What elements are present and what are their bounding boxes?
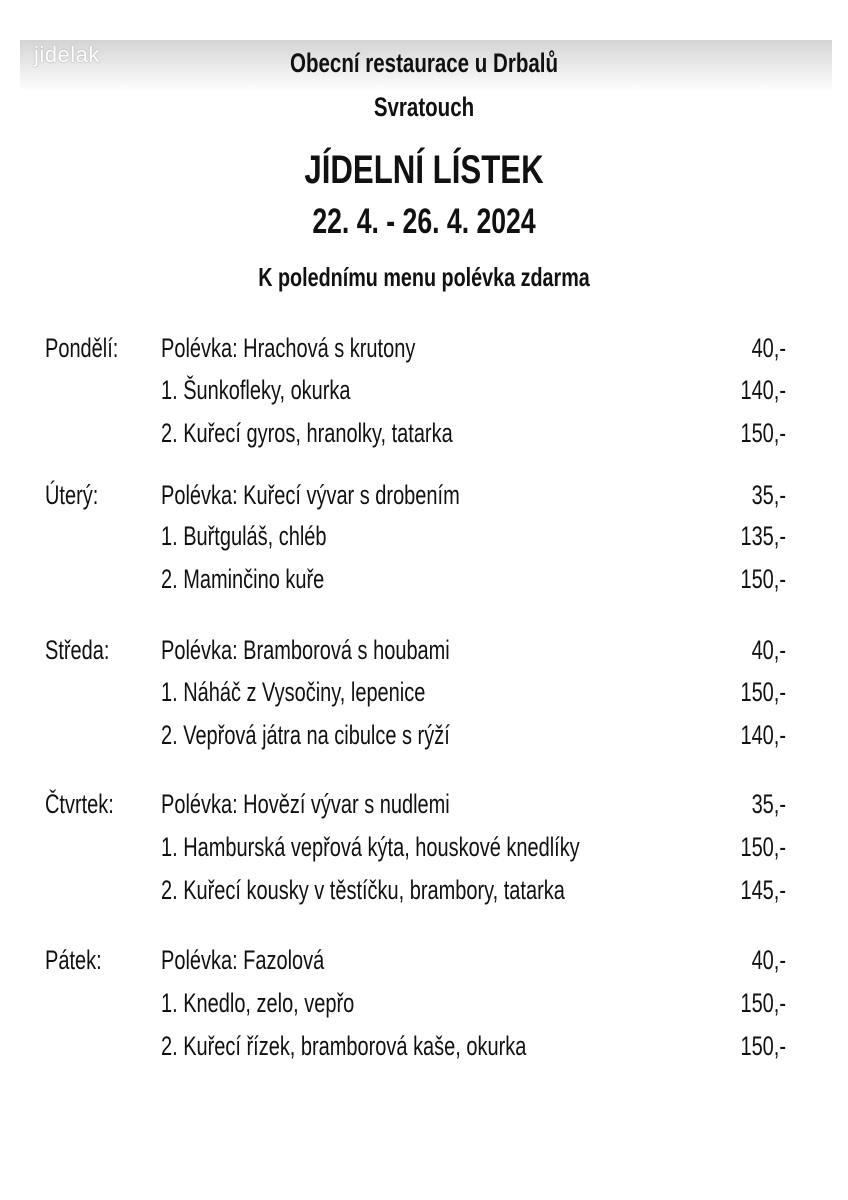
day-label-tuesday: Úterý:	[45, 480, 99, 510]
menu-item-text: 2. Kuřecí gyros, hranolky, tatarka	[161, 418, 453, 448]
menu-item-text: 2. Maminčino kuře	[161, 564, 325, 594]
menu-item-price: 40,-	[751, 333, 786, 363]
menu-item-price: 150,-	[740, 1031, 786, 1061]
day-label-thursday: Čtvrtek:	[45, 789, 114, 819]
menu-item-text: Polévka: Kuřecí vývar s drobením	[161, 480, 460, 510]
menu-item-price: 135,-	[740, 521, 786, 551]
menu-item-price: 150,-	[740, 418, 786, 448]
menu-note: K polednímu menu polévka zdarma	[258, 262, 590, 292]
menu-item-price: 140,-	[740, 375, 786, 405]
menu-item-text: 2. Vepřová játra na cibulce s rýží	[161, 720, 450, 750]
menu-item-text: Polévka: Fazolová	[161, 945, 325, 975]
menu-item-text: 1. Hamburská vepřová kýta, houskové knedlíky	[161, 832, 580, 862]
restaurant-name: Obecní restaurace u Drbalů	[290, 48, 558, 78]
menu-item-text: 2. Kuřecí kousky v těstíčku, brambory, tatarka	[161, 875, 565, 905]
menu-item-text: Polévka: Hovězí vývar s nudlemi	[161, 789, 450, 819]
watermark-logo: jidelak	[34, 42, 100, 67]
menu-item-text: Polévka: Bramborová s houbami	[161, 635, 450, 665]
menu-item-price: 140,-	[740, 720, 786, 750]
menu-item-text: 1. Knedlo, zelo, vepřo	[161, 988, 355, 1018]
menu-item-price: 40,-	[751, 945, 786, 975]
day-label-monday: Pondělí:	[45, 333, 119, 363]
menu-item-price: 150,-	[740, 988, 786, 1018]
town-name: Svratouch	[373, 92, 475, 122]
menu-item-price: 150,-	[740, 832, 786, 862]
menu-item-price: 145,-	[740, 875, 786, 905]
day-label-friday: Pátek:	[45, 945, 102, 975]
menu-title: JÍDELNÍ LÍSTEK	[304, 148, 544, 192]
date-range: 22. 4. - 26. 4. 2024	[312, 202, 536, 241]
menu-item-text: 2. Kuřecí řízek, bramborová kaše, okurka	[161, 1031, 527, 1061]
menu-item-price: 150,-	[740, 677, 786, 707]
menu-item-text: 1. Buřtguláš, chléb	[161, 521, 327, 551]
menu-item-price: 40,-	[751, 635, 786, 665]
menu-item-text: 1. Náháč z Vysočiny, lepenice	[161, 677, 426, 707]
menu-item-price: 35,-	[751, 480, 786, 510]
menu-item-price: 35,-	[751, 789, 786, 819]
menu-item-price: 150,-	[740, 564, 786, 594]
day-label-wednesday: Středa:	[45, 635, 110, 665]
menu-item-text: Polévka: Hrachová s krutony	[161, 333, 416, 363]
menu-item-text: 1. Šunkofleky, okurka	[161, 375, 351, 405]
